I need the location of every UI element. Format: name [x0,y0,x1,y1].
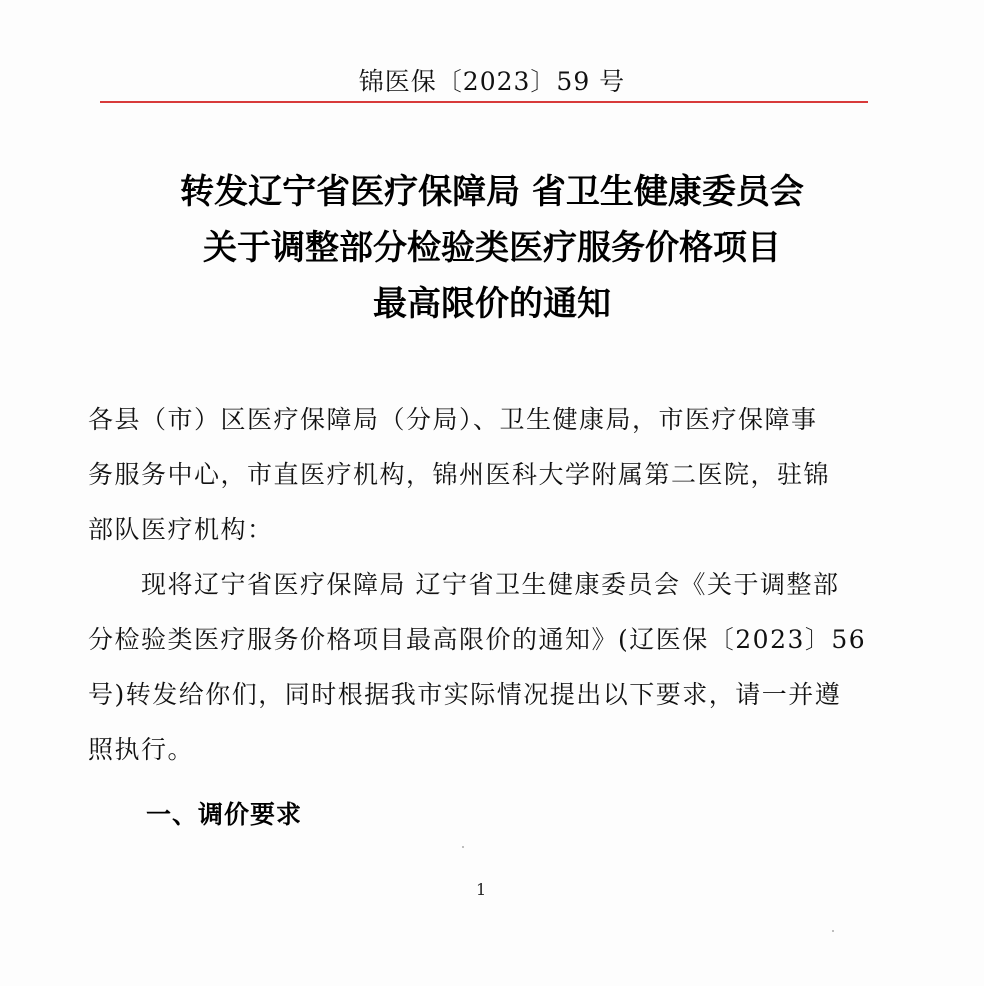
body-line-3: 号)转发给你们，同时根据我市实际情况提出以下要求，请一并遵 [88,680,842,709]
document-title [0,164,984,332]
body-line-1: 现将辽宁省医疗保障局 辽宁省卫生健康委员会《关于调整部 [88,570,840,599]
scan-speck [462,846,464,848]
salutation-line-1: 各县（市）区医疗保障局（分局）、卫生健康局，市医疗保障事 [88,405,818,434]
salutation-line-3: 部队医疗机构： [88,515,274,544]
scan-speck [832,930,834,932]
title-line-3: 最高限价的通知 [373,284,611,324]
red-header-rule [100,101,868,103]
page-number: 1 [476,880,487,899]
body-line-2: 分检验类医疗服务价格项目最高限价的通知》(辽医保〔2023〕56 [88,625,867,654]
document-number: 锦医保〔2023〕59 号 [358,67,626,96]
title-line-2: 关于调整部分检验类医疗服务价格项目 [203,228,781,268]
body-paragraph [88,557,878,777]
salutation-paragraph [88,392,878,557]
body-line-4: 照执行。 [88,735,195,764]
section-heading: 一、调价要求 [146,800,303,829]
title-line-1: 转发辽宁省医疗保障局 省卫生健康委员会 [180,172,804,212]
salutation-line-2: 务服务中心，市直医疗机构，锦州医科大学附属第二医院，驻锦 [88,460,831,489]
